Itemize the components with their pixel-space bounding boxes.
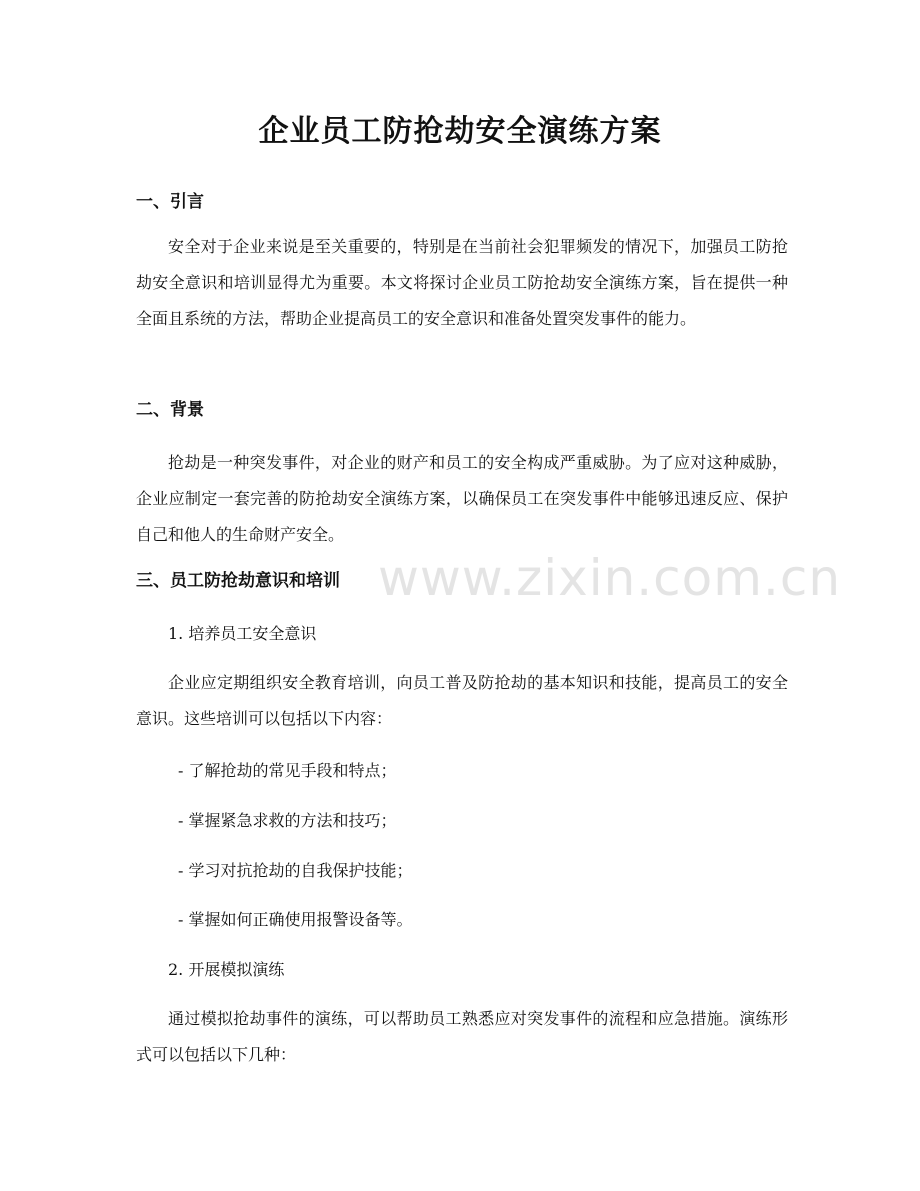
list-item: - 学习对抗抢劫的自我保护技能； bbox=[178, 861, 413, 880]
subsection-title-awareness: 1. 培养员工安全意识 bbox=[168, 624, 317, 643]
subsection-paragraph-awareness: 企业应定期组织安全教育培训，向员工普及防抢劫的基本知识和技能，提高员工的安全意识。这些培训可以包括以下内容： bbox=[136, 673, 788, 728]
subsection-paragraph-drills: 通过模拟抢劫事件的演练，可以帮助员工熟悉应对突发事件的流程和应急措施。演练形式可以包括以下几种： bbox=[136, 1009, 788, 1064]
list-item: - 了解抢劫的常见手段和特点； bbox=[178, 761, 397, 780]
section-paragraph-background: 抢劫是一种突发事件，对企业的财产和员工的安全构成严重威胁。为了应对这种威胁，企业应制定一套完善的防抢劫安全演练方案，以确保员工在突发事件中能够迅速反应、保护自己和他人的生命财产安全。 bbox=[136, 453, 788, 544]
list-item: - 掌握如何正确使用报警设备等。 bbox=[178, 910, 413, 929]
section-heading-awareness-training: 三、员工防抢劫意识和培训 bbox=[136, 571, 340, 591]
list-item: - 掌握紧急求救的方法和技巧； bbox=[178, 811, 397, 830]
subsection-title-drills: 2. 开展模拟演练 bbox=[168, 960, 285, 979]
section-heading-introduction: 一、引言 bbox=[136, 192, 204, 212]
watermark: www.zixin.com.cn bbox=[378, 549, 842, 607]
section-paragraph-introduction: 安全对于企业来说是至关重要的，特别是在当前社会犯罪频发的情况下，加强员工防抢劫安全意识和培训显得尤为重要。本文将探讨企业员工防抢劫安全演练方案，旨在提供一种全面且系统的方法，帮助企业提高员工的安全意识和准备处置突发事件的能力。 bbox=[136, 237, 788, 328]
document-title: 企业员工防抢劫安全演练方案 bbox=[258, 114, 662, 149]
section-heading-background: 二、背景 bbox=[136, 400, 204, 420]
